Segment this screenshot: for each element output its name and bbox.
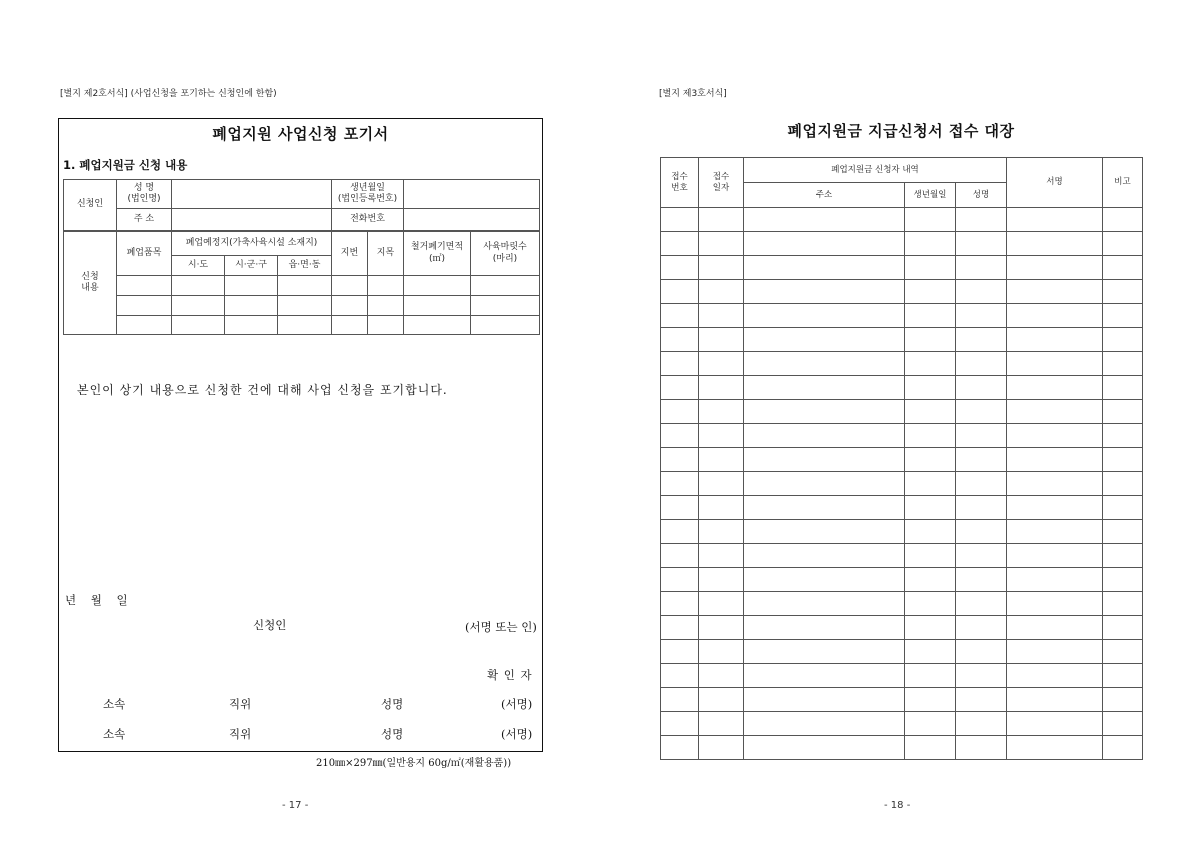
confirmer-label: 확 인 자 xyxy=(487,668,533,682)
ledger-cell[interactable] xyxy=(699,472,744,496)
ledger-cell[interactable] xyxy=(1007,208,1103,232)
ledger-cell[interactable] xyxy=(699,304,744,328)
address-label: 주 소 xyxy=(117,209,172,231)
ledger-cell[interactable] xyxy=(1103,592,1143,616)
ledger-body xyxy=(661,208,1143,760)
ledger-cell[interactable] xyxy=(661,256,699,280)
ledger-cell[interactable] xyxy=(744,736,905,760)
ledger-cell[interactable] xyxy=(1007,256,1103,280)
ledger-cell[interactable] xyxy=(744,328,905,352)
ledger-cell[interactable] xyxy=(956,616,1007,640)
ledger-cell[interactable] xyxy=(1103,424,1143,448)
content-cell[interactable] xyxy=(225,276,278,296)
ledger-cell[interactable] xyxy=(905,568,956,592)
ledger-cell[interactable] xyxy=(744,472,905,496)
header-remarks: 비고 xyxy=(1103,158,1143,208)
ledger-cell[interactable] xyxy=(1007,712,1103,736)
ledger-cell[interactable] xyxy=(744,208,905,232)
ledger-cell[interactable] xyxy=(1103,208,1143,232)
ledger-cell[interactable] xyxy=(905,280,956,304)
ledger-cell[interactable] xyxy=(905,520,956,544)
ledger-cell[interactable] xyxy=(956,208,1007,232)
ledger-cell[interactable] xyxy=(956,280,1007,304)
content-cell[interactable] xyxy=(117,316,172,335)
ledger-cell[interactable] xyxy=(956,736,1007,760)
ledger-cell[interactable] xyxy=(1007,400,1103,424)
ledger-cell[interactable] xyxy=(956,664,1007,688)
ledger-cell[interactable] xyxy=(699,328,744,352)
ledger-cell[interactable] xyxy=(661,544,699,568)
sigungu-label: 시·군·구 xyxy=(225,256,278,276)
ledger-cell[interactable] xyxy=(1103,544,1143,568)
sign-hint: (서명 또는 인) xyxy=(465,620,537,634)
ledger-cell[interactable] xyxy=(905,208,956,232)
location-label: 폐업예정지(가축사육시설 소재지) xyxy=(172,232,332,256)
content-group-label: 신청 내용 xyxy=(64,232,117,335)
ledger-cell[interactable] xyxy=(905,400,956,424)
ledger-row xyxy=(661,424,1143,448)
ledger-cell[interactable] xyxy=(661,616,699,640)
ledger-cell[interactable] xyxy=(905,712,956,736)
ledger-row xyxy=(661,640,1143,664)
ledger-cell[interactable] xyxy=(905,640,956,664)
ledger-row xyxy=(661,400,1143,424)
ledger-cell[interactable] xyxy=(1007,568,1103,592)
ledger-cell[interactable] xyxy=(1103,496,1143,520)
ledger-cell[interactable] xyxy=(1007,640,1103,664)
ledger-cell[interactable] xyxy=(956,400,1007,424)
ledger-cell[interactable] xyxy=(1103,448,1143,472)
confirm-affiliation-1: 소속 xyxy=(103,697,126,711)
ledger-cell[interactable] xyxy=(661,208,699,232)
ledger-cell[interactable] xyxy=(1007,688,1103,712)
statement: 본인이 상기 내용으로 신청한 건에 대해 사업 신청을 포기합니다. xyxy=(77,383,448,397)
content-cell[interactable] xyxy=(404,276,471,296)
ledger-cell[interactable] xyxy=(956,256,1007,280)
ledger-cell[interactable] xyxy=(1103,232,1143,256)
left-form-box xyxy=(58,118,543,752)
ledger-cell[interactable] xyxy=(744,280,905,304)
ledger-cell[interactable] xyxy=(661,712,699,736)
ledger-cell[interactable] xyxy=(699,400,744,424)
content-cell[interactable] xyxy=(278,276,332,296)
content-cell[interactable] xyxy=(172,276,225,296)
ledger-cell[interactable] xyxy=(661,592,699,616)
ledger-cell[interactable] xyxy=(744,520,905,544)
confirm-position-2: 직위 xyxy=(229,727,252,741)
left-page-number: - 17 - xyxy=(282,800,309,811)
left-form-label: [별지 제2호서식] (사업신청을 포기하는 신청인에 한함) xyxy=(60,89,277,99)
ledger-cell[interactable] xyxy=(699,592,744,616)
ledger-cell[interactable] xyxy=(905,616,956,640)
ledger-cell[interactable] xyxy=(744,688,905,712)
ledger-cell[interactable] xyxy=(699,640,744,664)
ledger-cell[interactable] xyxy=(905,256,956,280)
ledger-cell[interactable] xyxy=(661,328,699,352)
ledger-row xyxy=(661,616,1143,640)
content-cell[interactable] xyxy=(332,276,368,296)
ledger-cell[interactable] xyxy=(956,520,1007,544)
content-cell[interactable] xyxy=(368,316,404,335)
ledger-cell[interactable] xyxy=(744,496,905,520)
ledger-row xyxy=(661,472,1143,496)
applicant-table xyxy=(63,179,540,231)
ledger-row xyxy=(661,448,1143,472)
jimok-label: 지목 xyxy=(368,232,404,276)
confirm-position-1: 직위 xyxy=(229,697,252,711)
ledger-cell[interactable] xyxy=(744,592,905,616)
ledger-cell[interactable] xyxy=(699,376,744,400)
ledger-row xyxy=(661,688,1143,712)
ledger-cell[interactable] xyxy=(1103,256,1143,280)
content-cell[interactable] xyxy=(278,316,332,335)
name-label: 성 명 (법인명) xyxy=(117,180,172,209)
applicant-sign-label: 신청인 xyxy=(253,618,287,632)
ledger-cell[interactable] xyxy=(699,616,744,640)
address-cell[interactable] xyxy=(172,209,332,231)
paper-spec: 210㎜×297㎜(일반용지 60g/㎡(재활용품)) xyxy=(316,758,512,769)
ledger-cell[interactable] xyxy=(744,352,905,376)
ledger-cell[interactable] xyxy=(1103,376,1143,400)
ledger-cell[interactable] xyxy=(1103,712,1143,736)
content-cell[interactable] xyxy=(471,296,540,316)
ledger-row xyxy=(661,592,1143,616)
content-cell[interactable] xyxy=(368,296,404,316)
content-cell[interactable] xyxy=(332,316,368,335)
content-cell[interactable] xyxy=(117,276,172,296)
ledger-cell[interactable] xyxy=(744,424,905,448)
ledger-cell[interactable] xyxy=(699,208,744,232)
ledger-cell[interactable] xyxy=(1103,400,1143,424)
ledger-cell[interactable] xyxy=(1007,280,1103,304)
content-cell[interactable] xyxy=(225,316,278,335)
ledger-cell[interactable] xyxy=(661,352,699,376)
content-cell[interactable] xyxy=(225,296,278,316)
ledger-cell[interactable] xyxy=(1007,496,1103,520)
ledger-row xyxy=(661,280,1143,304)
ledger-cell[interactable] xyxy=(744,256,905,280)
ledger-cell[interactable] xyxy=(1007,592,1103,616)
livestock-label: 사육마릿수 (마리) xyxy=(471,232,540,276)
content-cell[interactable] xyxy=(172,316,225,335)
ledger-cell[interactable] xyxy=(956,568,1007,592)
confirm-name-2: 성명 xyxy=(381,727,404,741)
name-cell[interactable] xyxy=(172,180,332,209)
ledger-cell[interactable] xyxy=(956,496,1007,520)
ledger-cell[interactable] xyxy=(1007,448,1103,472)
ledger-cell[interactable] xyxy=(661,400,699,424)
ledger-cell[interactable] xyxy=(699,568,744,592)
content-cell[interactable] xyxy=(117,296,172,316)
birth-label: 생년월일 (법인등록번호) xyxy=(332,180,404,209)
content-cell[interactable] xyxy=(471,316,540,335)
ledger-row xyxy=(661,208,1143,232)
ledger-cell[interactable] xyxy=(905,424,956,448)
ledger-cell[interactable] xyxy=(744,712,905,736)
ledger-cell[interactable] xyxy=(1007,520,1103,544)
ledger-cell[interactable] xyxy=(1007,424,1103,448)
ledger-row xyxy=(661,256,1143,280)
ledger-cell[interactable] xyxy=(905,352,956,376)
jibun-label: 지번 xyxy=(332,232,368,276)
ledger-cell[interactable] xyxy=(699,544,744,568)
ledger-cell[interactable] xyxy=(744,616,905,640)
right-page-number: - 18 - xyxy=(884,800,911,811)
ledger-cell[interactable] xyxy=(956,304,1007,328)
date-line: 년 월 일 xyxy=(65,593,128,607)
ledger-cell[interactable] xyxy=(905,472,956,496)
ledger-row xyxy=(661,304,1143,328)
ledger-cell[interactable] xyxy=(1007,376,1103,400)
header-birth: 생년월일 xyxy=(905,183,956,208)
ledger-row xyxy=(661,544,1143,568)
ledger-cell[interactable] xyxy=(699,664,744,688)
ledger-cell[interactable] xyxy=(1103,304,1143,328)
ledger-cell[interactable] xyxy=(1103,688,1143,712)
header-receipt-no: 접수 번호 xyxy=(661,158,699,208)
ledger-cell[interactable] xyxy=(661,520,699,544)
confirm-affiliation-2: 소속 xyxy=(103,727,126,741)
ledger-cell[interactable] xyxy=(1103,568,1143,592)
ledger-cell[interactable] xyxy=(956,376,1007,400)
ledger-cell[interactable] xyxy=(699,280,744,304)
ledger-cell[interactable] xyxy=(744,544,905,568)
ledger-cell[interactable] xyxy=(661,472,699,496)
ledger-cell[interactable] xyxy=(699,688,744,712)
ledger-cell[interactable] xyxy=(905,448,956,472)
ledger-cell[interactable] xyxy=(905,664,956,688)
applicant-group-label: 신청인 xyxy=(64,180,117,231)
ledger-cell[interactable] xyxy=(661,664,699,688)
ledger-row xyxy=(661,664,1143,688)
content-cell[interactable] xyxy=(368,276,404,296)
ledger-cell[interactable] xyxy=(661,496,699,520)
ledger-cell[interactable] xyxy=(1103,736,1143,760)
ledger-cell[interactable] xyxy=(744,304,905,328)
content-cell[interactable] xyxy=(278,296,332,316)
ledger-cell[interactable] xyxy=(956,592,1007,616)
ledger-cell[interactable] xyxy=(905,736,956,760)
ledger-cell[interactable] xyxy=(661,304,699,328)
ledger-cell[interactable] xyxy=(1103,280,1143,304)
ledger-cell[interactable] xyxy=(905,688,956,712)
ledger-cell[interactable] xyxy=(744,232,905,256)
ledger-cell[interactable] xyxy=(956,328,1007,352)
ledger-cell[interactable] xyxy=(956,424,1007,448)
ledger-cell[interactable] xyxy=(744,640,905,664)
birth-cell[interactable] xyxy=(404,180,540,209)
ledger-cell[interactable] xyxy=(699,496,744,520)
ledger-cell[interactable] xyxy=(956,544,1007,568)
ledger-cell[interactable] xyxy=(661,568,699,592)
ledger-cell[interactable] xyxy=(1103,520,1143,544)
header-signature: 서명 xyxy=(1007,158,1103,208)
ledger-cell[interactable] xyxy=(1007,472,1103,496)
confirm-name-1: 성명 xyxy=(381,697,404,711)
ledger-cell[interactable] xyxy=(744,448,905,472)
receipt-ledger-table xyxy=(660,157,1143,760)
confirm-sign-1: (서명) xyxy=(501,697,533,711)
left-section-heading: 1. 폐업지원금 신청 내용 xyxy=(63,158,188,172)
content-table xyxy=(63,231,540,335)
header-name: 성명 xyxy=(956,183,1007,208)
header-receipt-date: 접수 일자 xyxy=(699,158,744,208)
ledger-cell[interactable] xyxy=(661,736,699,760)
content-cell[interactable] xyxy=(332,296,368,316)
eupmyeon-label: 읍·면·동 xyxy=(278,256,332,276)
ledger-cell[interactable] xyxy=(744,664,905,688)
ledger-cell[interactable] xyxy=(956,688,1007,712)
ledger-cell[interactable] xyxy=(699,448,744,472)
ledger-cell[interactable] xyxy=(699,424,744,448)
header-address: 주소 xyxy=(744,183,905,208)
content-cell[interactable] xyxy=(404,316,471,335)
ledger-cell[interactable] xyxy=(661,688,699,712)
ledger-row xyxy=(661,496,1143,520)
content-cell[interactable] xyxy=(471,276,540,296)
header-details: 폐업지원금 신청자 내역 xyxy=(744,158,1007,183)
ledger-cell[interactable] xyxy=(1007,544,1103,568)
ledger-cell[interactable] xyxy=(905,232,956,256)
content-cell[interactable] xyxy=(172,296,225,316)
area-label: 철거폐기면적 (㎡) xyxy=(404,232,471,276)
ledger-cell[interactable] xyxy=(744,400,905,424)
ledger-cell[interactable] xyxy=(1007,328,1103,352)
ledger-cell[interactable] xyxy=(661,280,699,304)
item-label: 폐업품목 xyxy=(117,232,172,276)
ledger-cell[interactable] xyxy=(905,328,956,352)
ledger-row xyxy=(661,736,1143,760)
ledger-cell[interactable] xyxy=(905,592,956,616)
ledger-cell[interactable] xyxy=(1007,304,1103,328)
ledger-row xyxy=(661,352,1143,376)
ledger-cell[interactable] xyxy=(661,232,699,256)
right-title: 폐업지원금 지급신청서 접수 대장 xyxy=(787,122,1015,140)
ledger-row xyxy=(661,232,1143,256)
ledger-cell[interactable] xyxy=(661,448,699,472)
phone-label: 전화번호 xyxy=(332,209,404,231)
left-title: 폐업지원 사업신청 포기서 xyxy=(212,125,389,143)
ledger-cell[interactable] xyxy=(1007,352,1103,376)
ledger-cell[interactable] xyxy=(1103,352,1143,376)
ledger-cell[interactable] xyxy=(1007,736,1103,760)
ledger-cell[interactable] xyxy=(956,448,1007,472)
confirm-sign-2: (서명) xyxy=(501,727,533,741)
ledger-cell[interactable] xyxy=(905,304,956,328)
ledger-cell[interactable] xyxy=(1103,328,1143,352)
ledger-cell[interactable] xyxy=(1103,664,1143,688)
ledger-cell[interactable] xyxy=(699,352,744,376)
ledger-cell[interactable] xyxy=(699,712,744,736)
ledger-row xyxy=(661,520,1143,544)
ledger-cell[interactable] xyxy=(1007,664,1103,688)
ledger-cell[interactable] xyxy=(1103,640,1143,664)
ledger-cell[interactable] xyxy=(905,376,956,400)
ledger-cell[interactable] xyxy=(1103,616,1143,640)
ledger-cell[interactable] xyxy=(699,736,744,760)
ledger-row xyxy=(661,712,1143,736)
ledger-row xyxy=(661,568,1143,592)
ledger-cell[interactable] xyxy=(956,232,1007,256)
ledger-cell[interactable] xyxy=(956,472,1007,496)
ledger-cell[interactable] xyxy=(956,640,1007,664)
ledger-cell[interactable] xyxy=(905,544,956,568)
ledger-cell[interactable] xyxy=(1007,616,1103,640)
ledger-cell[interactable] xyxy=(699,232,744,256)
ledger-row xyxy=(661,376,1143,400)
ledger-cell[interactable] xyxy=(699,256,744,280)
ledger-cell[interactable] xyxy=(744,376,905,400)
ledger-cell[interactable] xyxy=(956,712,1007,736)
ledger-cell[interactable] xyxy=(956,352,1007,376)
content-cell[interactable] xyxy=(404,296,471,316)
ledger-cell[interactable] xyxy=(699,520,744,544)
ledger-cell[interactable] xyxy=(1103,472,1143,496)
ledger-cell[interactable] xyxy=(744,568,905,592)
ledger-cell[interactable] xyxy=(1007,232,1103,256)
phone-cell[interactable] xyxy=(404,209,540,231)
ledger-cell[interactable] xyxy=(905,496,956,520)
ledger-row xyxy=(661,328,1143,352)
ledger-cell[interactable] xyxy=(661,424,699,448)
ledger-cell[interactable] xyxy=(661,640,699,664)
ledger-cell[interactable] xyxy=(661,376,699,400)
right-form-label: [별지 제3호서식] xyxy=(659,89,727,99)
sido-label: 시·도 xyxy=(172,256,225,276)
